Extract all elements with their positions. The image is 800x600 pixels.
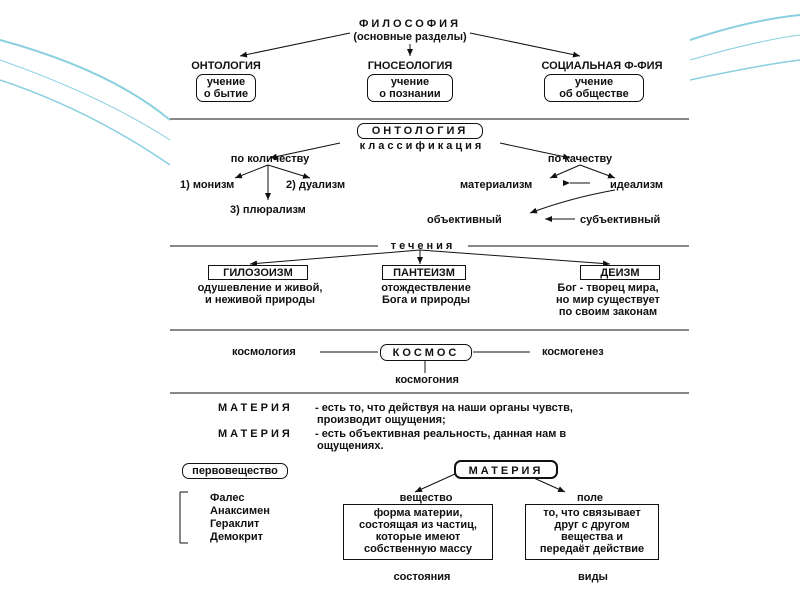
field-label: поле	[576, 492, 604, 504]
arrow-to-objective	[530, 190, 615, 213]
matter-def-1-cont: производит ощущения;	[317, 414, 446, 426]
arrow-hylozoism	[250, 250, 420, 264]
arrow-dualism	[268, 165, 310, 178]
monism-label: 1) монизм	[180, 179, 235, 191]
arrow-materialism	[550, 165, 580, 178]
arrow-monism	[235, 165, 268, 178]
first-substance-box: первовещество	[182, 463, 288, 479]
field-desc: то, что связывает друг с другом вещества и передаёт действие	[525, 504, 659, 560]
matter-def-2-cont: ощущениях.	[317, 440, 384, 452]
by-quantity-label: по количеству	[230, 153, 310, 165]
branch-gnoseology: ГНОСЕОЛОГИЯ	[367, 60, 453, 72]
philosopher-democritus: Демокрит	[210, 531, 264, 543]
pluralism-label: 3) плюрализм	[230, 204, 306, 216]
idealism-label: идеализм	[610, 179, 664, 191]
hylozoism-box: ГИЛОЗОИЗМ	[208, 265, 308, 280]
branch-social-desc: учение об обществе	[544, 74, 644, 102]
matter-def-1-term: МАТЕРИЯ	[218, 402, 293, 414]
materialism-label: материализм	[460, 179, 533, 191]
arrow-to-social	[470, 33, 580, 56]
branch-social: СОЦИАЛЬНАЯ Ф-ФИЯ	[541, 60, 663, 72]
substance-desc: форма материи, состоящая из частиц, которые имеют собственную массу	[343, 504, 493, 560]
philosopher-thales: Фалес	[210, 492, 245, 504]
currents-title: течения	[390, 240, 456, 252]
cosmogenesis-label: космогенез	[542, 346, 604, 358]
philosophy-title: ФИЛОСОФИЯ	[359, 18, 461, 30]
cosmos-title: КОСМОС	[380, 344, 472, 361]
deism-desc: Бог - творец мира, но мир существует по своим законам	[556, 282, 660, 318]
pantheism-desc: отождествление Бога и природы	[381, 282, 471, 306]
arrow-to-substance	[415, 474, 455, 492]
states-label: состояния	[393, 571, 451, 583]
branch-ontology: ОНТОЛОГИЯ	[191, 60, 261, 72]
ontology-classification: классификация	[359, 140, 485, 152]
objective-label: объективный	[427, 214, 502, 226]
deism-box: ДЕИЗМ	[580, 265, 660, 280]
dualism-label: 2) дуализм	[286, 179, 346, 191]
cosmology-label: космология	[232, 346, 296, 358]
pantheism-box: ПАНТЕИЗМ	[382, 265, 466, 280]
cosmogony-label: космогония	[395, 374, 459, 386]
philosopher-anaximenes: Анаксимен	[210, 505, 270, 517]
matter-def-2-term: МАТЕРИЯ	[218, 428, 293, 440]
arrow-deism	[420, 250, 610, 264]
substance-label: вещество	[399, 492, 453, 504]
matter-title: МАТЕРИЯ	[454, 460, 558, 479]
hylozoism-desc: одушевление и живой, и неживой природы	[197, 282, 323, 306]
matter-def-2-text: - есть объективная реальность, данная нам в	[315, 428, 567, 440]
subjective-label: субъективный	[580, 214, 661, 226]
diagram-sheet	[170, 18, 689, 594]
branch-ontology-desc: учение о бытие	[196, 74, 256, 102]
matter-def-1-text: - есть то, что действуя на наши органы чувств,	[315, 402, 573, 414]
by-quality-label: по качеству	[547, 153, 613, 165]
philosophy-subtitle: (основные разделы)	[353, 31, 467, 43]
kinds-label: виды	[578, 571, 608, 583]
arrow-idealism	[580, 165, 615, 178]
philosopher-heraclitus: Гераклит	[210, 518, 260, 530]
ontology-title: ОНТОЛОГИЯ	[357, 123, 483, 139]
branch-gnoseology-desc: учение о познании	[367, 74, 453, 102]
arrow-to-ontology	[240, 33, 350, 56]
